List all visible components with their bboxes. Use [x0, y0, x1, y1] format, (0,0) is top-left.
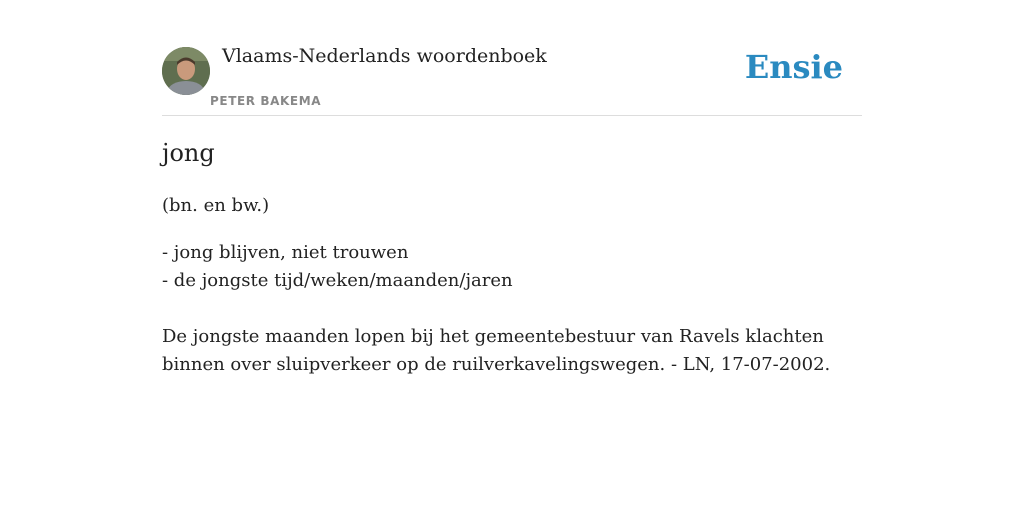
part-of-speech: (bn. en bw.): [162, 195, 270, 216]
author-avatar[interactable]: [162, 47, 210, 95]
dictionary-title[interactable]: Vlaams-Nederlands woordenboek: [222, 45, 547, 67]
brand-logo[interactable]: Ensie: [744, 48, 843, 86]
page-container: [162, 0, 862, 375]
avatar-photo-icon: [162, 47, 210, 95]
entry-word: jong: [162, 139, 215, 167]
example-list: [162, 239, 513, 295]
example-item: - jong blijven, niet trouwen: [162, 242, 409, 263]
usage-quote: De jongste maanden lopen bij het gemeentebestuur van Ravels klachten binnen over sluipverkeer op de ruilverkavelingswegen. - LN, 17-07-2002.: [162, 326, 831, 375]
example-item: - de jongste tijd/weken/maanden/jaren: [162, 270, 513, 291]
author-name[interactable]: PETER BAKEMA: [210, 94, 322, 108]
header: [162, 0, 862, 116]
